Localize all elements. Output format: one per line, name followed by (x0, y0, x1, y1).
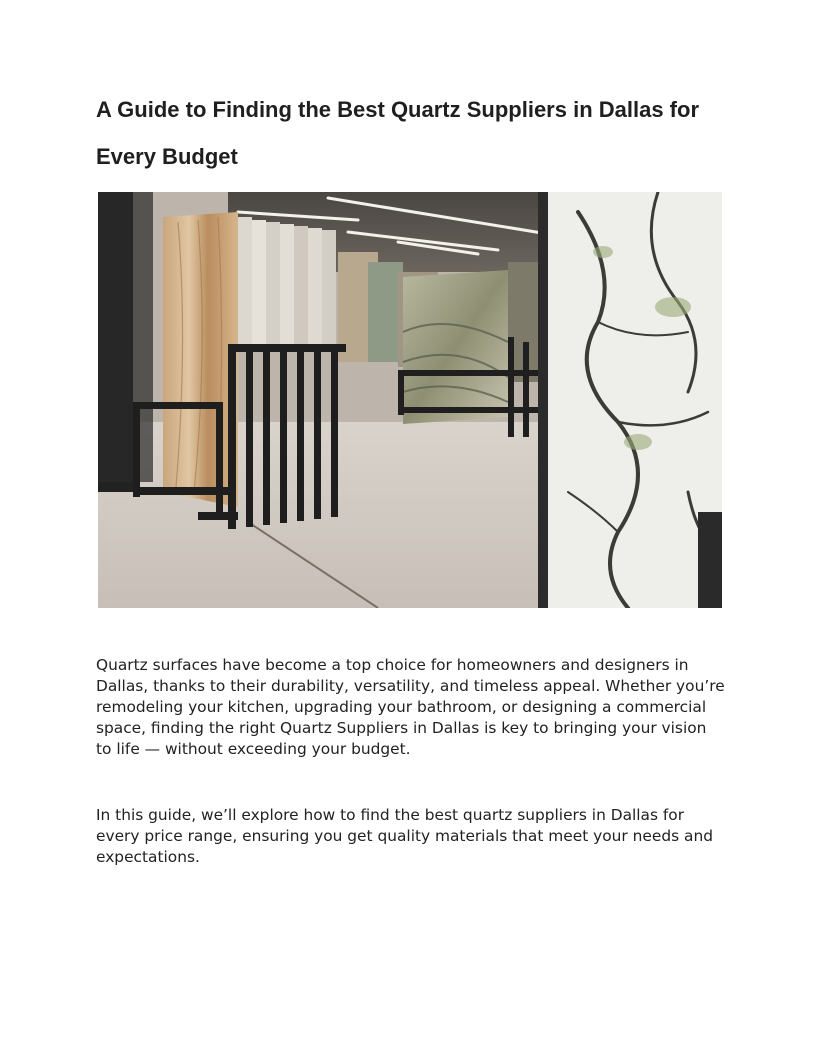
guide-paragraph: In this guide, we’ll explore how to find the best quartz suppliers in Dallas for every price range, ensuring you get quality materials that meet your needs and expectations. (96, 806, 713, 866)
showroom-illustration (98, 192, 722, 608)
page-title: A Guide to Finding the Best Quartz Suppliers in Dallas for Every Budget (96, 97, 700, 169)
intro-paragraph: Quartz surfaces have become a top choice for homeowners and designers in Dallas, thanks to their durability, versatility, and timeless appeal. Whether you’re remodeling your kitchen, upgrading your bathroom, or designing a commercial space, finding the right Quartz Suppliers in Dallas is key to bringing your vision to life — without exceeding your budget. (96, 656, 725, 758)
showroom-photo (98, 192, 722, 608)
